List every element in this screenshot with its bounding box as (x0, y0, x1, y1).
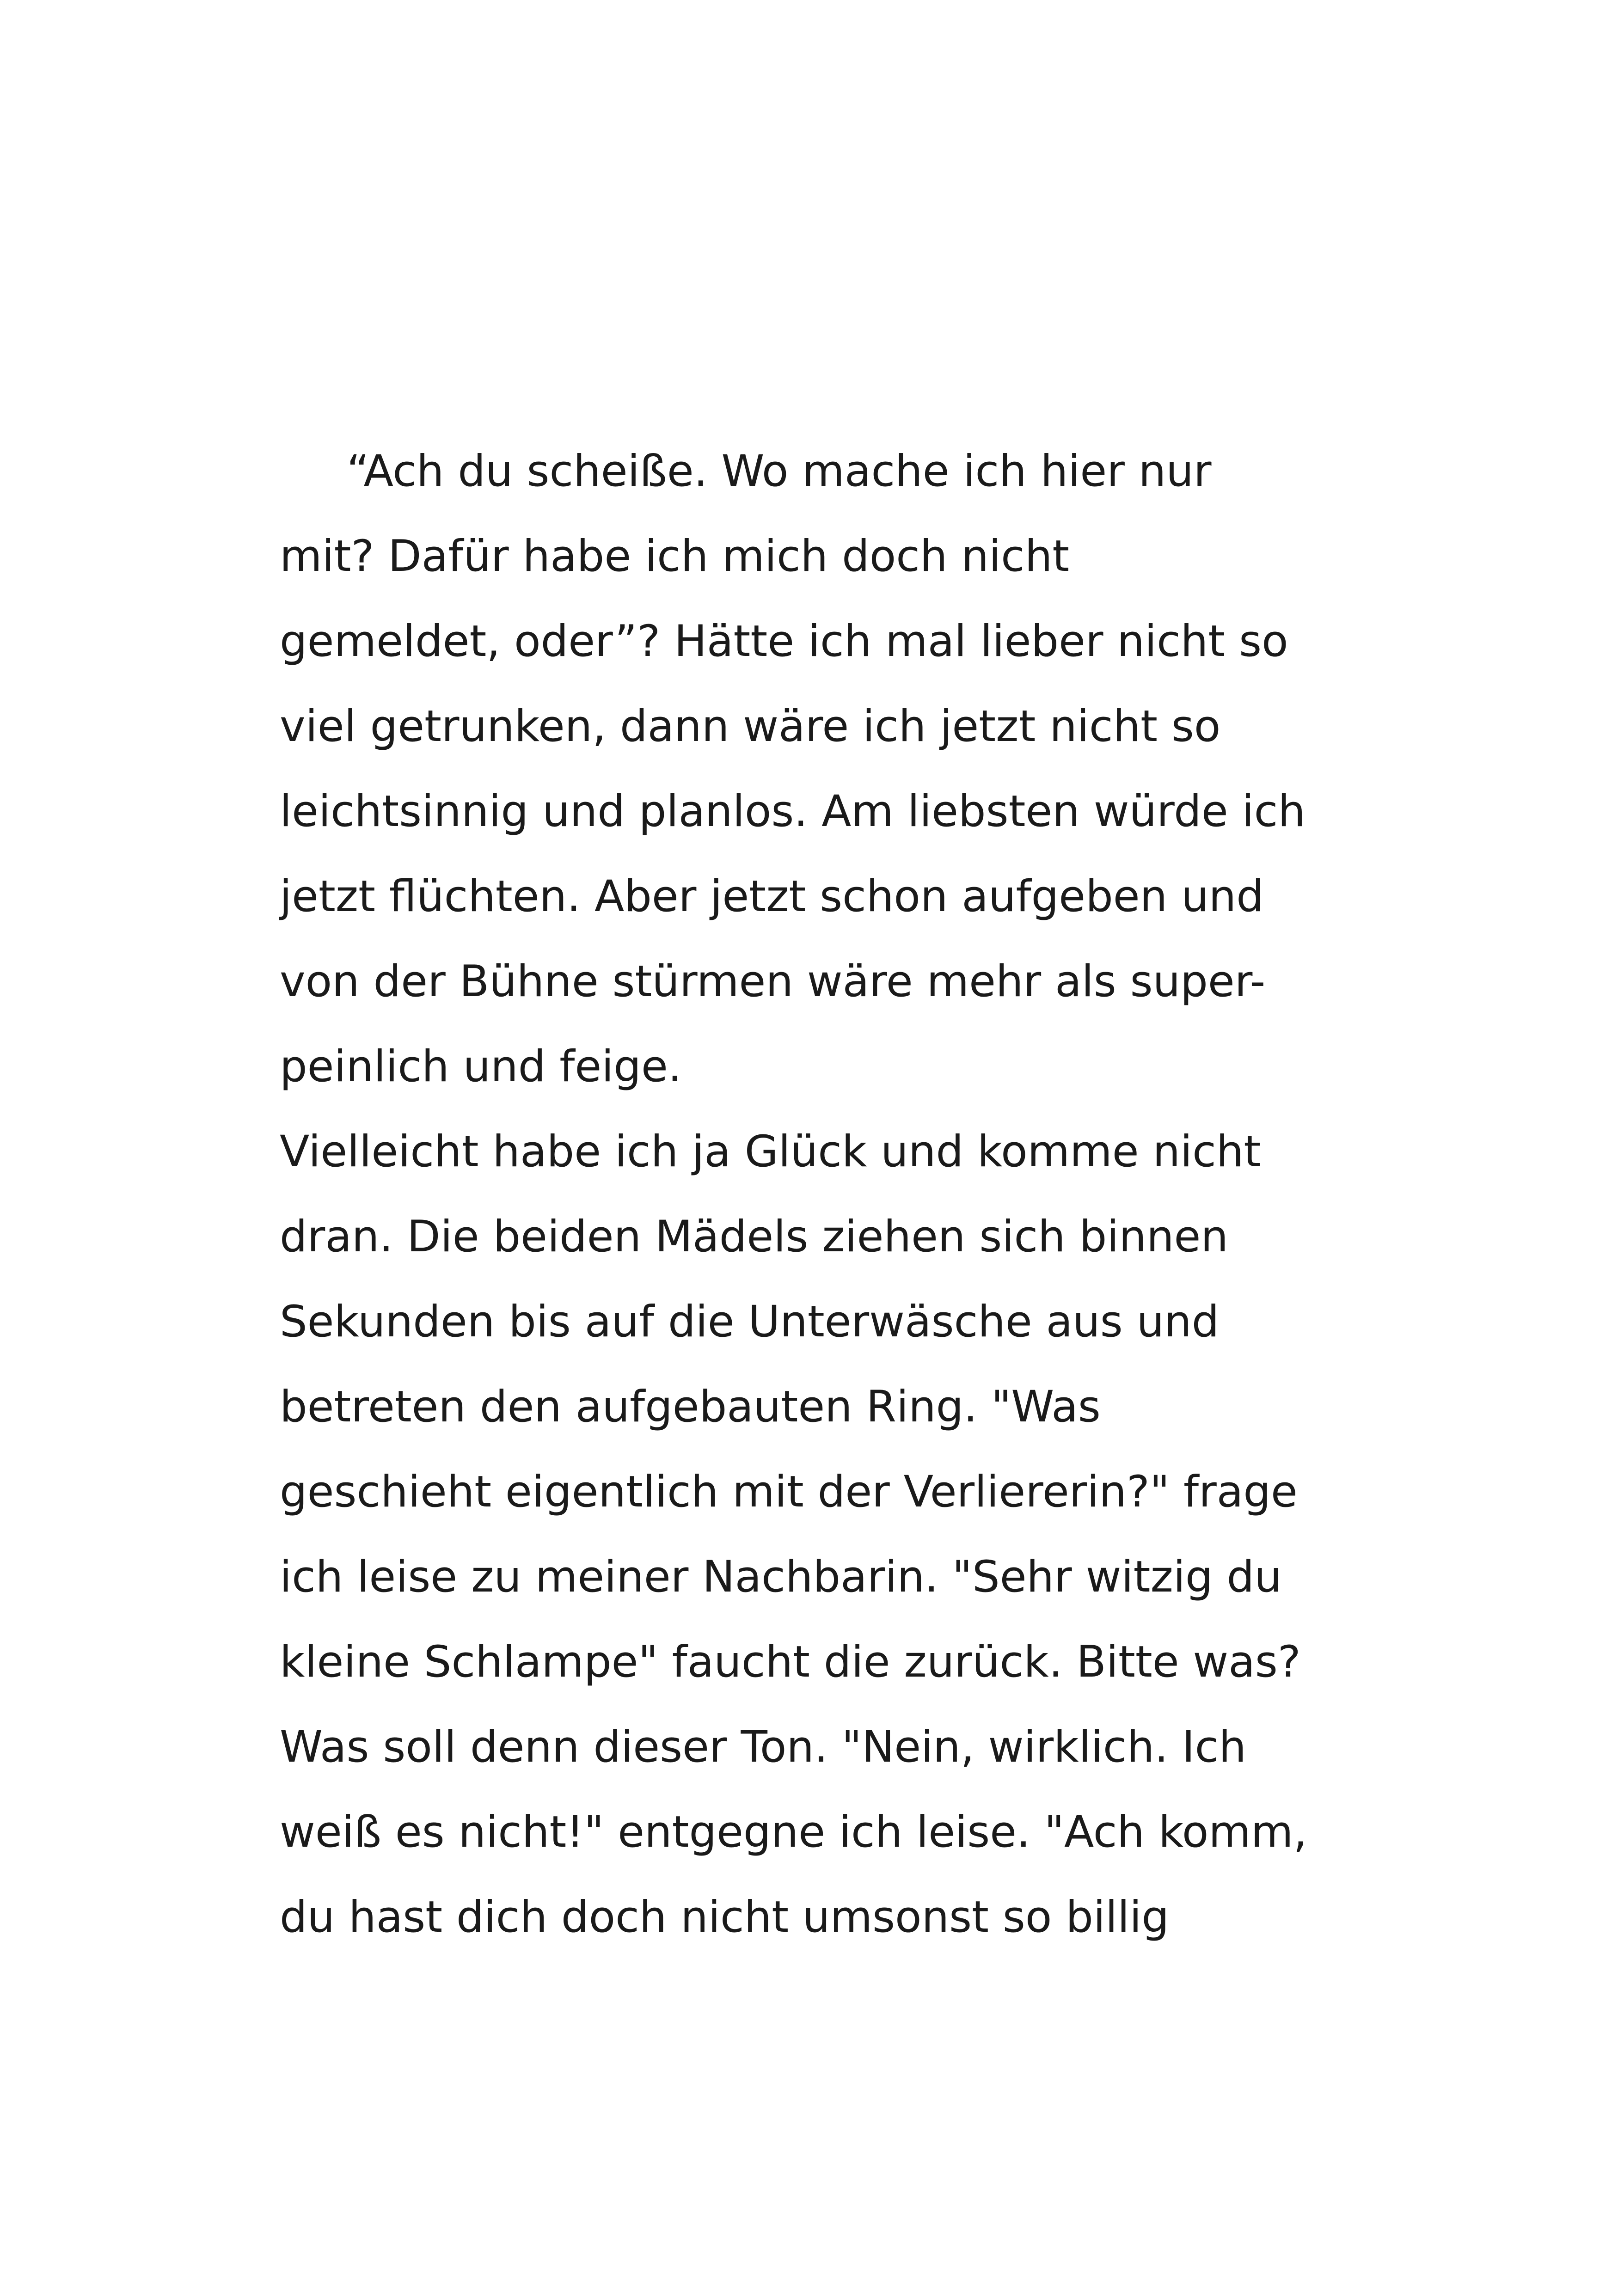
text-line-14: ich leise zu meiner Nachbarin. "Sehr witzig du (280, 1552, 1282, 1602)
text-line-2: mit? Dafür habe ich mich doch nicht (280, 531, 1070, 582)
text-line-6: jetzt flüchten. Aber jetzt schon aufgeben und (280, 871, 1264, 922)
text-line-10: dran. Die beiden Mädels ziehen sich binnen (280, 1212, 1228, 1262)
text-line-11: Sekunden bis auf die Unterwäsche aus und (280, 1297, 1220, 1347)
text-line-16: Was soll denn dieser Ton. "Nein, wirklich. Ich (280, 1722, 1246, 1772)
text-line-9: Vielleicht habe ich ja Glück und komme nicht (280, 1127, 1261, 1177)
text-line-8: peinlich und feige. (280, 1041, 682, 1092)
text-line-3: gemeldet, oder”? Hätte ich mal lieber nicht so (280, 616, 1288, 667)
text-line-18: du hast dich doch nicht umsonst so billig (280, 1892, 1170, 1942)
text-line-4: viel getrunken, dann wäre ich jetzt nicht so (280, 701, 1221, 752)
text-line-12: betreten den aufgebauten Ring. "Was (280, 1382, 1101, 1432)
text-line-13: geschieht eigentlich mit der Verliererin?" frage (280, 1467, 1298, 1517)
text-line-5: leichtsinnig und planlos. Am liebsten würde ich (280, 786, 1305, 837)
text-line-1: “Ach du scheiße. Wo mache ich hier nur (347, 446, 1212, 496)
text-line-7: von der Bühne stürmen wäre mehr als super- (280, 956, 1266, 1007)
text-line-17: weiß es nicht!" entgegne ich leise. "Ach komm, (280, 1807, 1307, 1857)
text-line-15: kleine Schlampe" faucht die zurück. Bitte was? (280, 1637, 1301, 1687)
